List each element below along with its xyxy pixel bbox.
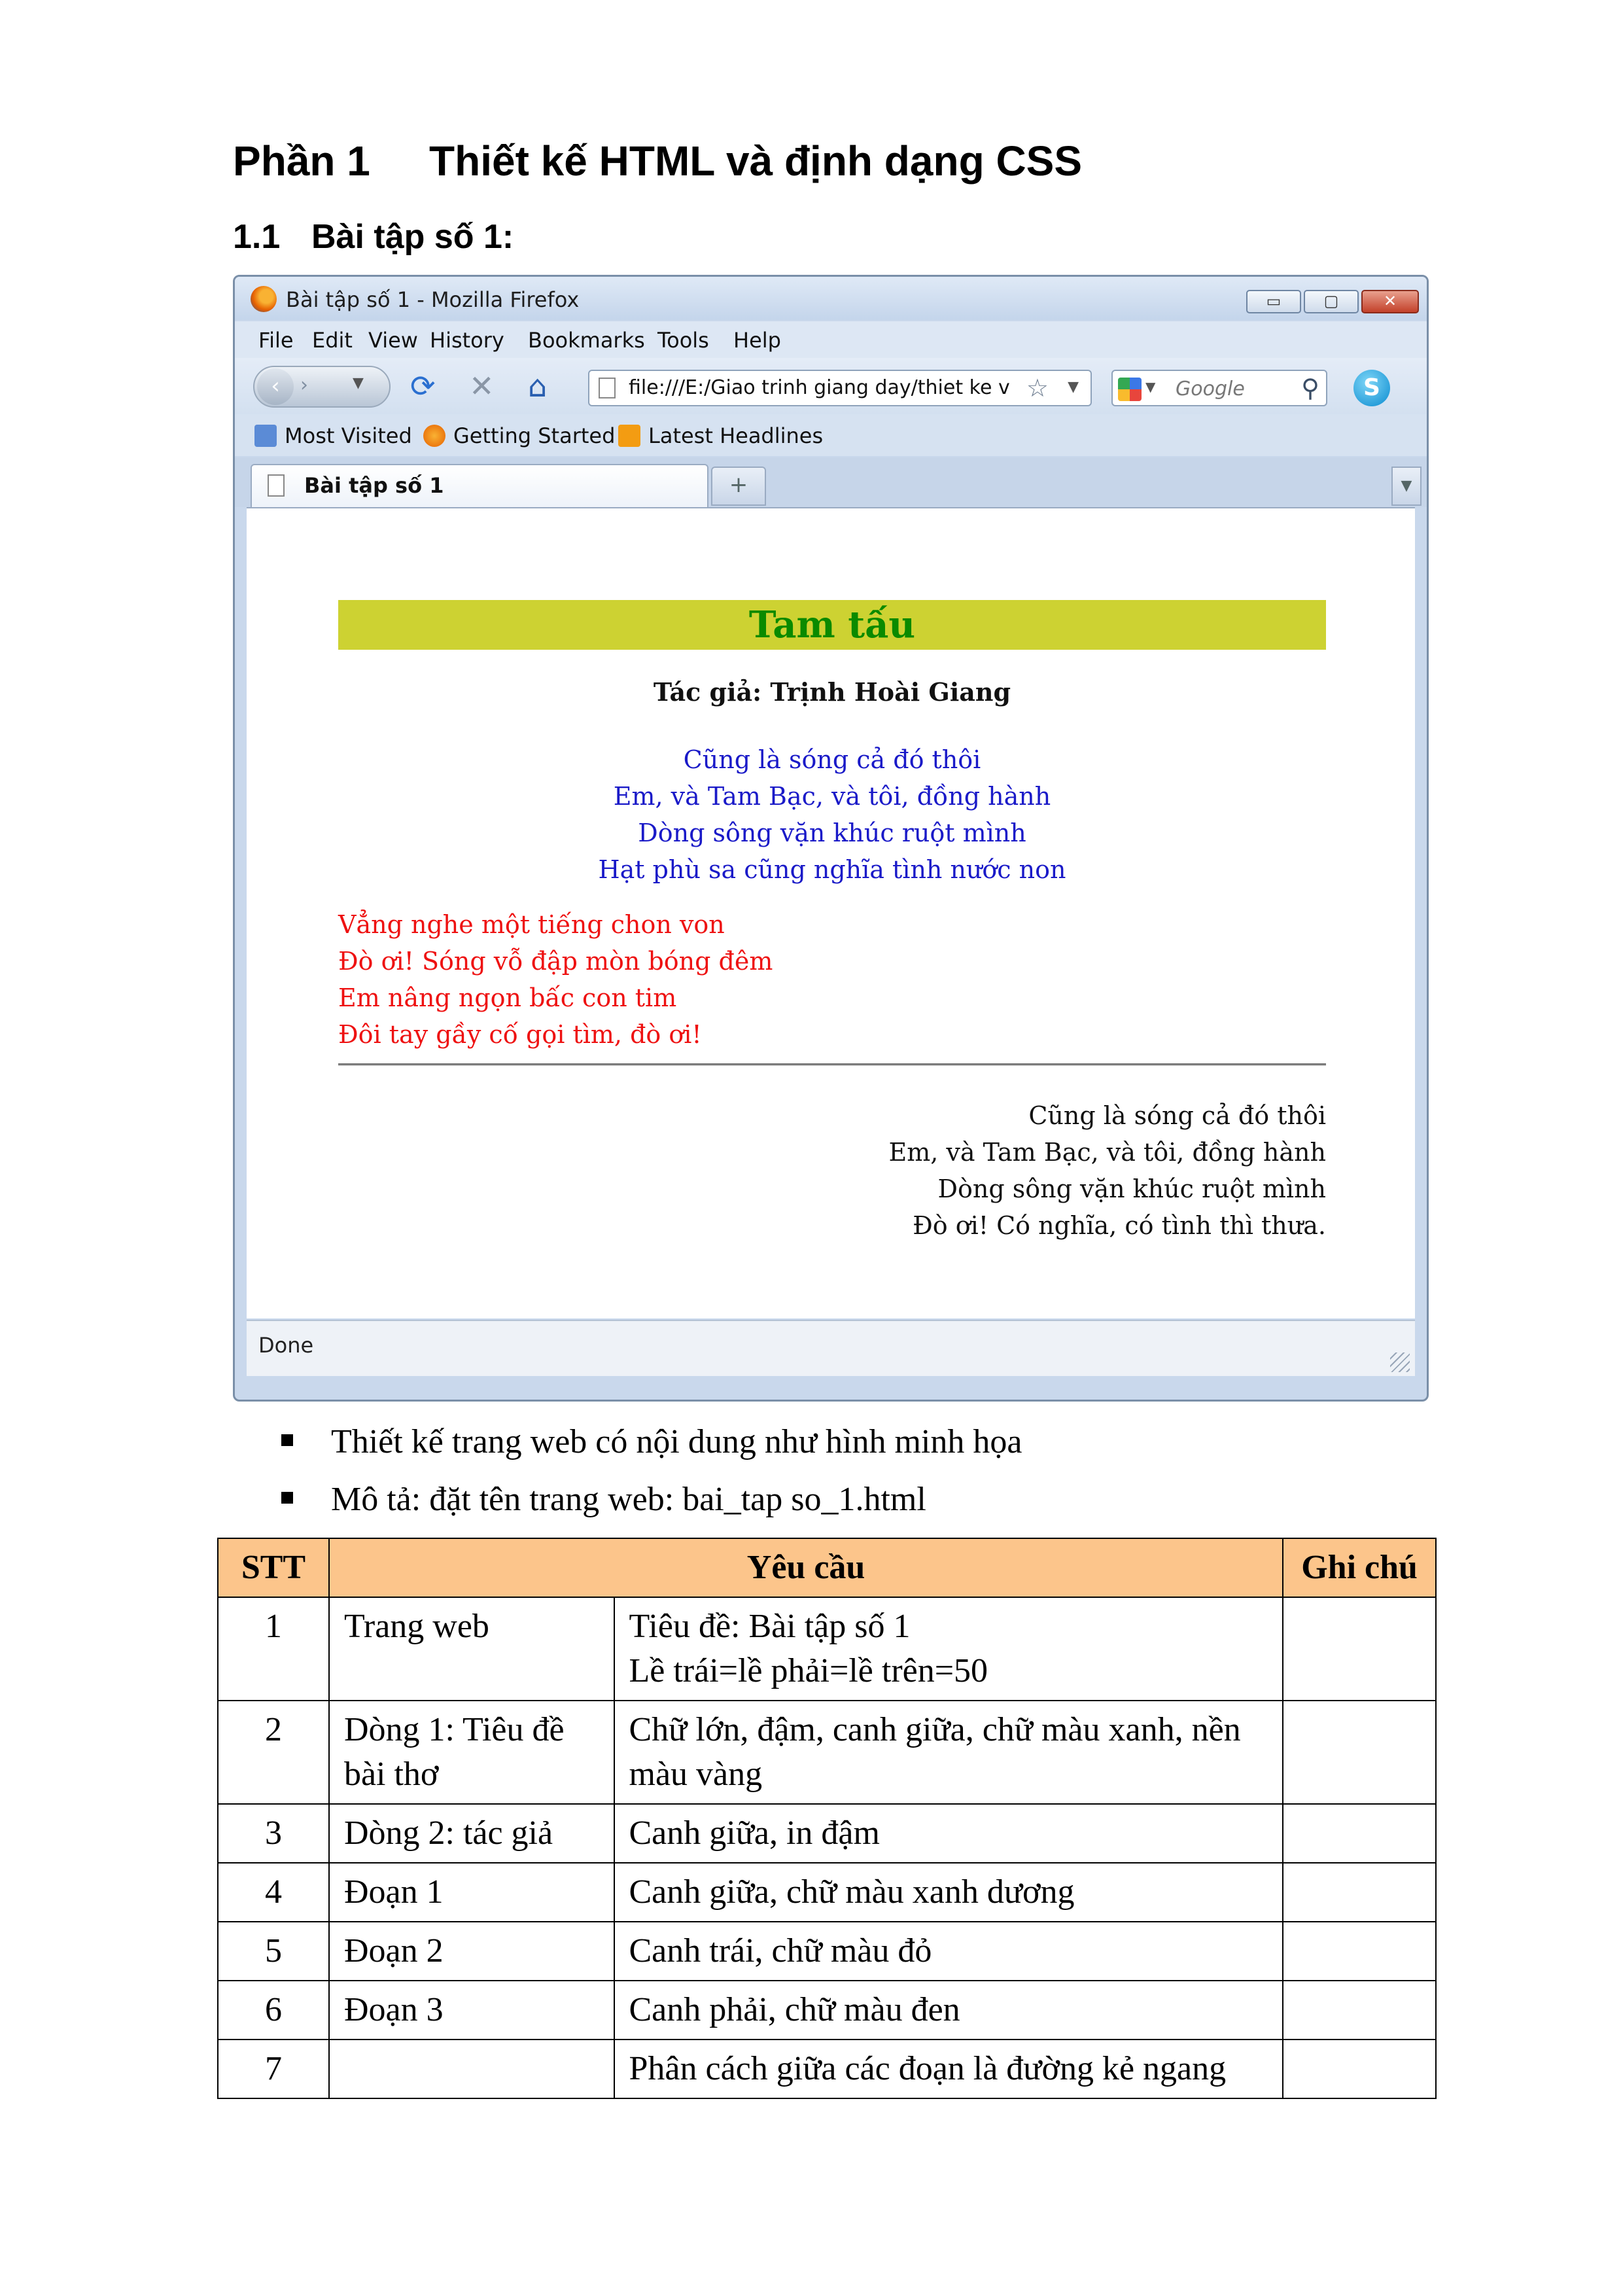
subsection-number: 1.1 — [233, 218, 281, 256]
tab-label: Bài tập số 1 — [304, 473, 444, 498]
search-icon[interactable]: ⚲ — [1301, 374, 1319, 402]
cell-detail: Phân cách giữa các đoạn là đường kẻ ngang — [614, 2040, 1283, 2098]
window-title: Bài tập số 1 - Mozilla Firefox — [286, 287, 580, 312]
cell-detail: Chữ lớn, đậm, canh giữa, chữ màu xanh, nền màu vàng — [614, 1701, 1283, 1804]
back-button[interactable]: ‹ — [257, 368, 294, 405]
cell-item: Đoạn 1 — [329, 1863, 614, 1922]
bookmark-label: Latest Headlines — [648, 423, 824, 448]
cell-note — [1283, 1863, 1436, 1922]
cell-item: Đoạn 3 — [329, 1981, 614, 2040]
subsection-heading — [233, 216, 514, 258]
bookmark-label: Getting Started — [453, 423, 616, 448]
tab-active[interactable] — [251, 464, 708, 508]
poem-line: Đò ơi! Có nghĩa, có tình thì thưa. — [913, 1211, 1326, 1240]
table-row — [218, 1981, 1436, 2040]
search-input[interactable]: Google — [1176, 378, 1245, 400]
stanza-center — [338, 741, 1326, 888]
menu-history[interactable]: History — [430, 328, 504, 353]
table-row — [218, 1922, 1436, 1981]
header-stt: STT — [218, 1538, 329, 1597]
resize-grip-icon[interactable] — [1390, 1352, 1410, 1372]
section-heading — [233, 135, 1082, 187]
google-icon[interactable] — [1118, 378, 1142, 401]
cell-stt: 2 — [218, 1701, 329, 1804]
bookmarks-bar — [235, 414, 1427, 456]
subsection-title: Bài tập số 1: — [311, 218, 514, 256]
cell-note — [1283, 2040, 1436, 2098]
poem-line: Dòng sông vặn khúc ruột mình — [638, 819, 1026, 847]
cell-detail — [614, 1597, 1283, 1701]
status-text: Done — [258, 1333, 314, 1358]
history-dropdown-icon[interactable]: ▼ — [353, 375, 364, 391]
bookmark-getting-started[interactable] — [423, 423, 615, 448]
page-icon — [599, 378, 616, 398]
cell-detail: Canh phải, chữ màu đen — [614, 1981, 1283, 2040]
bookmark-most-visited[interactable] — [254, 423, 412, 448]
table-row — [218, 1804, 1436, 1863]
page-content — [247, 507, 1415, 1318]
url-input[interactable]: file:///E:/Giao trinh giang day/thiet ke v — [629, 376, 1010, 399]
poem-line: Em nâng ngọn bấc con tim — [338, 983, 677, 1012]
bullet-list — [281, 1413, 1022, 1528]
bookmark-label: Most Visited — [285, 423, 412, 448]
header-note: Ghi chú — [1283, 1538, 1436, 1597]
title-bar — [235, 277, 1427, 320]
cell-stt: 3 — [218, 1804, 329, 1863]
poem-author: Tác giả: Trịnh Hoài Giang — [653, 677, 1011, 707]
cell-item — [329, 2040, 614, 2098]
poem-line: Hạt phù sa cũng nghĩa tình nước non — [598, 855, 1066, 884]
header-requirement: Yêu cầu — [329, 1538, 1283, 1597]
section-number: Phần 1 — [233, 137, 370, 185]
poem-line: Cũng là sóng cả đó thôi — [683, 745, 981, 774]
poem-line: Em, và Tam Bạc, và tôi, đồng hành — [613, 782, 1051, 811]
bullet-item: Mô tả: đặt tên trang web: bai_tap so_1.html — [281, 1471, 1022, 1528]
cell-stt: 1 — [218, 1597, 329, 1701]
table-row — [218, 1701, 1436, 1804]
firefox-bookmark-icon — [423, 425, 445, 447]
firefox-logo-icon — [251, 286, 277, 312]
poem-line: Đôi tay gầy cố gọi tìm, đò ơi! — [338, 1020, 702, 1049]
skype-icon[interactable]: S — [1353, 370, 1390, 406]
menu-view[interactable]: View — [368, 328, 418, 353]
page-icon — [268, 474, 285, 497]
poem-line: Đò ơi! Sóng vỗ đập mòn bóng đêm — [338, 947, 773, 976]
detail-line: Tiêu đề: Bài tập số 1 — [629, 1608, 911, 1645]
horizontal-rule — [338, 1063, 1326, 1066]
minimize-button[interactable]: ▭ — [1246, 290, 1301, 313]
cell-item: Đoạn 2 — [329, 1922, 614, 1981]
menu-help[interactable]: Help — [733, 328, 781, 353]
new-tab-button[interactable]: + — [711, 467, 766, 506]
cell-detail: Canh trái, chữ màu đỏ — [614, 1922, 1283, 1981]
table-row — [218, 2040, 1436, 2098]
menu-bar — [235, 321, 1427, 358]
menu-bookmarks[interactable]: Bookmarks — [528, 328, 645, 353]
cell-note — [1283, 1597, 1436, 1701]
cell-detail: Canh giữa, chữ màu xanh dương — [614, 1863, 1283, 1922]
firefox-window — [233, 275, 1429, 1402]
home-icon[interactable]: ⌂ — [528, 368, 548, 404]
stop-icon[interactable]: ✕ — [469, 368, 495, 404]
poem-line: Cũng là sóng cả đó thôi — [1028, 1101, 1326, 1130]
poem-title: Tam tấu — [338, 600, 1326, 650]
cell-note — [1283, 1701, 1436, 1804]
forward-button[interactable]: › — [300, 374, 308, 397]
url-dropdown-icon[interactable]: ▼ — [1068, 379, 1079, 395]
cell-item: Trang web — [329, 1597, 614, 1701]
tab-bar — [235, 457, 1427, 507]
navigation-toolbar — [235, 358, 1427, 414]
poem-line: Vẳng nghe một tiếng chon von — [338, 910, 725, 939]
stanza-left — [338, 906, 1326, 1053]
menu-edit[interactable]: Edit — [312, 328, 353, 353]
bookmark-star-icon[interactable]: ☆ — [1026, 374, 1049, 402]
menu-tools[interactable]: Tools — [657, 328, 709, 353]
maximize-button[interactable]: ▢ — [1304, 290, 1359, 313]
poem-line: Dòng sông vặn khúc ruột mình — [937, 1174, 1326, 1203]
rss-icon — [618, 425, 640, 447]
cell-stt: 6 — [218, 1981, 329, 2040]
search-engine-dropdown-icon[interactable]: ▼ — [1145, 379, 1156, 395]
menu-file[interactable]: File — [258, 328, 294, 353]
most-visited-icon — [254, 425, 277, 447]
cell-note — [1283, 1922, 1436, 1981]
table-header-row — [218, 1538, 1436, 1597]
cell-item: Dòng 2: tác giả — [329, 1804, 614, 1863]
cell-note — [1283, 1804, 1436, 1863]
table-row — [218, 1863, 1436, 1922]
reload-icon[interactable]: ⟳ — [410, 368, 436, 404]
cell-note — [1283, 1981, 1436, 2040]
cell-stt: 4 — [218, 1863, 329, 1922]
back-forward-group — [253, 366, 391, 408]
detail-line: Lề trái=lề phải=lề trên=50 — [629, 1652, 988, 1689]
status-bar — [247, 1320, 1415, 1376]
stanza-right — [338, 1097, 1326, 1244]
cell-item: Dòng 1: Tiêu đề bài thơ — [329, 1701, 614, 1804]
tab-list-button[interactable]: ▼ — [1391, 467, 1422, 506]
url-bar[interactable] — [588, 370, 1092, 406]
poem-line: Em, và Tam Bạc, và tôi, đồng hành — [888, 1138, 1326, 1167]
search-bar[interactable] — [1111, 370, 1327, 406]
close-button[interactable]: ✕ — [1361, 290, 1419, 313]
section-title: Thiết kế HTML và định dạng CSS — [429, 137, 1083, 185]
bookmark-latest-headlines[interactable] — [618, 423, 823, 448]
cell-stt: 7 — [218, 2040, 329, 2098]
cell-stt: 5 — [218, 1922, 329, 1981]
bullet-item: Thiết kế trang web có nội dung như hình minh họa — [281, 1413, 1022, 1471]
cell-detail: Canh giữa, in đậm — [614, 1804, 1283, 1863]
requirements-table — [217, 1538, 1437, 2099]
table-row — [218, 1597, 1436, 1701]
